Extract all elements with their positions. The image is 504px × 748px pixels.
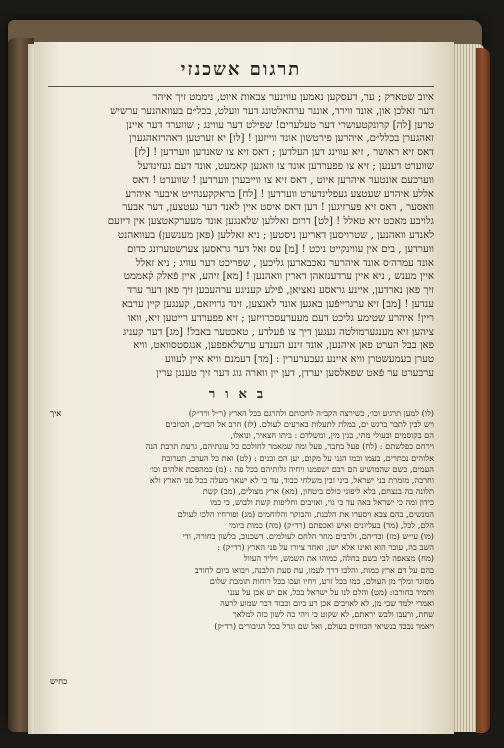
- commentary-line: הלם, לכל, (מד) בעליונים ואיש ואכפתם (רד״ק) (מה) כמות ביומי: [229, 519, 434, 530]
- main-line: אללע איהרע שעטצע געפלינדערט ווערדען ! [לח] בראקקענהייט איבער איהרע: [125, 188, 434, 200]
- main-line: איוב שטארק ; ער, דעסקען נאמען עווינער צבאות איוט, ניממט זיך איהר: [152, 92, 434, 103]
- main-line: ווערכעם אונטער איהרען איוט , דאס זיא צו ווייבערן ווערדען ! שווערט ! דאס: [132, 174, 434, 186]
- commentary-line: וירחם כפלשתם : (לח) פעל בחבר, פעל ומה שמאמר לחולכם כל עונתיהם, גרעת תרבת הנה: [145, 441, 434, 452]
- header-rule: [48, 86, 434, 87]
- commentary-line: כידון ומה כי ישראל באה עד כי גוי, ואויבים וחליפות קשת ולבוש, כי כמו: [210, 497, 434, 508]
- main-line: גלויבע מאכט זיא טאלל ! [לט] דרום זאללען שלאנגען אונד מעערקאטצען אין דיזעם: [107, 216, 434, 228]
- main-line: לאנדע וואהנען , שטרויסען דאריען ניסטען ; ניא זאללען (פאן מענשען) בעוואהנט: [117, 229, 434, 241]
- commentary-line: ויש לבין לתבר ברגש ים, במלת לתעלות בארעים לעולם. (לז) חרב אל הבדים, הכוזבים: [165, 418, 434, 429]
- main-line: ריין! איהרע שטימע גליכט דעם מעערעסכרויזען ; זיא פפערדע רייטען זיא, וואו: [127, 312, 434, 324]
- main-line: דאס זיא ראושר , זיא עווינג דען העלדען ; דאס זיא צו שאנדען ווערדען ! [לז]: [134, 147, 434, 159]
- commentary-line: (לו) למען תרגיע וכו׳, כשירצה הקב״ה לחכותם ולהרגם בכל הארץ (ר״ל ורד״ק): [188, 407, 434, 418]
- main-text: [48, 91, 434, 381]
- main-line: איין מענש , ניא איין ערדענזאהן דארין וואהנען ! [מא] זיהע, איין פֿאלק קֿאממט: [123, 271, 434, 283]
- main-line: ציהען זיא מענגערמולטה געגען דיך צו פֿעלדע , טאכטער באבל! [מג] דער קעניג: [122, 326, 434, 338]
- commentary-line: שחת, ורעבו ולבש יראתם, לא שקוט כי ויהי כה לשון כזה למלאך: [232, 609, 434, 620]
- commentary-line: השב בה, עובר הוא ואינו אלא ישן, ואחד ציורו על פני הארץ (רד״ק) :: [217, 542, 434, 553]
- commentary-line: וחרבה, מזמרת בני ישראל, ביני ובין משלחי כבוד, עד כי לא ישאר מעלה בכל פני הארץ ולא: [149, 474, 434, 485]
- footer-catchword: כחיש: [50, 676, 68, 686]
- main-line: זאהגערן בכלל״ם, איהרען פירטשון אונד ווייזען ! [לו] יא זערטען דאהרזאהגערן: [129, 133, 434, 145]
- commentary-line: (מו) עי״ש (מז) ובדיהם, ולרבים מחר הלחם לעולמים. דשכנוב, בלשון בחורה, ודי: [182, 530, 434, 541]
- commentary-line: ואמרי ילמד שבי מן, לא לאויבים אכן רע ביום וכבוד דבר שמוע לרעה: [220, 598, 434, 609]
- commentary-line: ויאמר נכבד בנשיאי הבוזזים בעולם, ואל שם וגדל בכל הגיבורים (רד״ק): [214, 620, 434, 631]
- book: [8, 20, 482, 723]
- commentary-line: (מח) מצאפה לבי בשם בחלה, כמוהו את השמש, ויליד העוול: [243, 553, 434, 564]
- main-line: זיך פאן נארדען, איינע גראסע נאציאן, פֿילע קעניגע ערהעבען זיך פאן דער ערד: [127, 285, 434, 297]
- main-catchword: איך: [50, 408, 62, 418]
- commentary-line: העמים, כשם שהמושיע הם רבם ישפמנו ויחיה גלותיהם בכל פה : (מ) כמהפכת אלהים וכו׳: [149, 463, 434, 474]
- commentary-line: תלונה בה בנצחם, בלא ליפוני כולם ביטחון, (מא) ארץ מצולים, (מב) קשת: [202, 486, 434, 497]
- commentary-line: הם בקוסמים ובעולי מתי, בנין מין, ומשלדם : ביתו חצאיר, ונואלו,: [230, 430, 434, 441]
- page-header-title: תרגום אשכנזי: [180, 59, 302, 80]
- commentary-line: המנשים, בהם צבא ויסערו את הלבנת, והבוקר והלוחמים (מג) ופורחיו הלכו לעולם: [177, 508, 434, 519]
- commentary-text: [48, 408, 434, 632]
- commentary-line: מסוגר ומלך מן העולם, כמו בכל זרע, ויחיו ועכו בכל רוחות תומבת שלום: [209, 575, 434, 586]
- main-line: וואסער , דאס זיא פערזיגען ! דען דאס איסט איין לאנד דער געטצען, דער אבער: [122, 202, 434, 214]
- commentary-line: ותמיד בחורבו: (מט) והלם לנו על ישראל בכל, אם יש אכן על ענני: [227, 586, 434, 597]
- main-line: פאן בבל הערט פאן איהנען, אונד זינע הענדע ערשלאפפען, אנגסטסוואט, וויא: [133, 340, 434, 352]
- cover-edge: [476, 48, 490, 733]
- main-line: טערן בעמעשטרן וויא איינע געבערערין : [מד] דעמנם וויא איין לעווע: [165, 354, 434, 366]
- main-line: טרען [לה] קרונקטעושרי דער טעלערים! שפילט דער עווינג ; שווערד דער איינן: [126, 119, 434, 131]
- commentary-line: בהם על דם ארץ כמות, והלכו דרך לעמו, עת סעת הלבנה, ויבואו ביום לחורב: [194, 564, 434, 575]
- commentary-heading: באור: [208, 386, 274, 402]
- book-page: [34, 42, 454, 734]
- main-line: דער זאלכן און, אונד ווירד, אוננר ערהאלטונג דער וועלט, בכל״ם בעוואהנער ערשיש: [110, 105, 434, 117]
- main-line: ערבערט ער פֿאט שפאלסען יערדן, דען יין ווארה גוג דער זיך טענגן ערין: [156, 367, 434, 379]
- main-line: שווערט דענען ; זיא צו פפערדען אונד צו וואגען קאמעט, אונד דעם געזינדעל: [137, 160, 434, 172]
- main-line: ווערדען , בים אין עווינקייט ניכט ! [מ] עס זאל דער גראסען צערשטערונג כדום: [127, 243, 434, 255]
- commentary-line: אלוהים נכתרים, בעמו ובמו הנני על מקום, יען הם ובנים : (לט) ואת כל הערב, תערובת: [161, 452, 434, 463]
- main-line: אונד עמרה׳ס אונד איהרער נאכבארען גליכען , שפריכט דער עוויג ; ניא זאלל: [135, 257, 434, 269]
- page-text-block: [48, 58, 434, 698]
- main-line: ענדען ! [מב] זיא ערגרייפֿען באגען אונד לאנצען, זינד גרויזאם, קענגען קיין ערבא: [121, 298, 434, 310]
